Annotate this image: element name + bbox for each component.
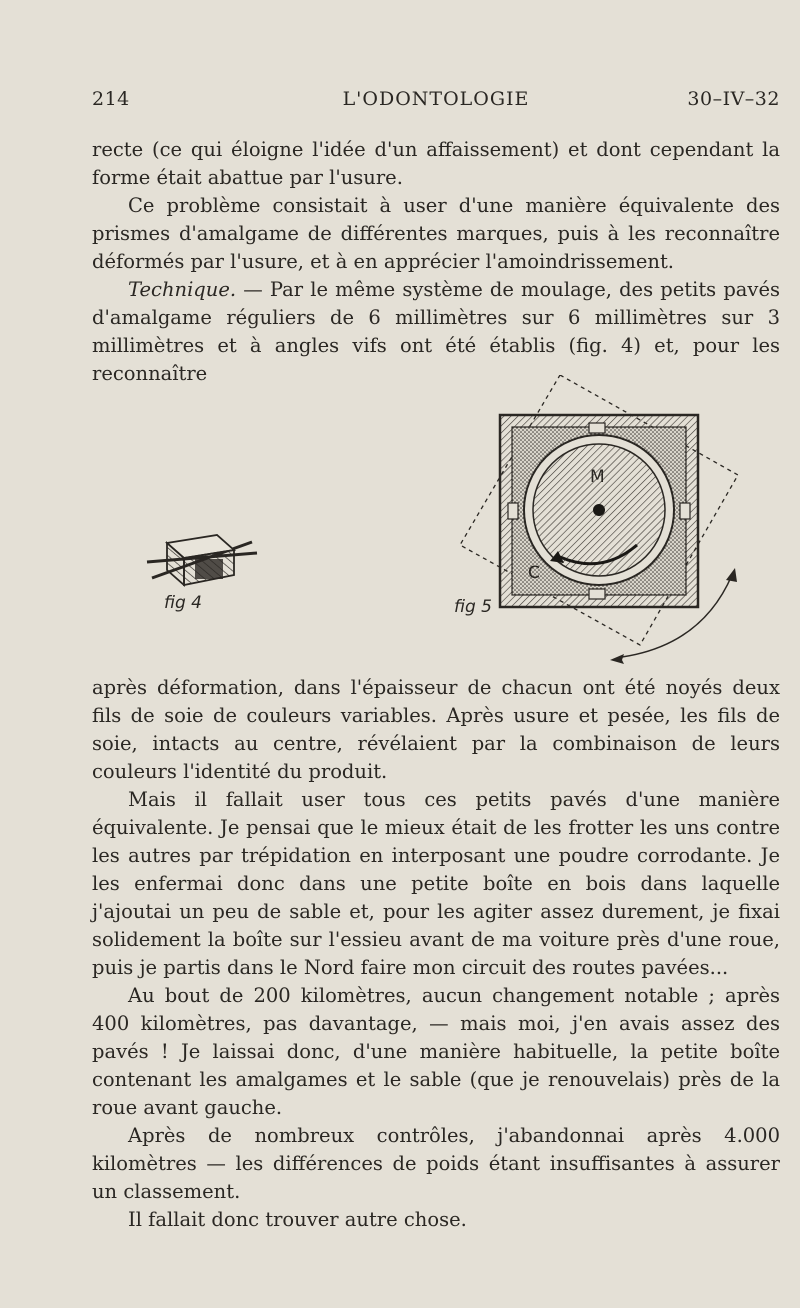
paragraph: Ce problème consistait à user d'une manière équivalente des prismes d'amalgame de différentes marques, puis à les reconnaître déformés par l'usure, et à en apprécier l'amoindrissement. bbox=[92, 194, 780, 273]
figure-drawings bbox=[92, 375, 780, 670]
fig4-cube-drawing bbox=[147, 535, 257, 585]
paragraph: Au bout de 200 kilomètres, aucun changement notable ; après 400 kilomètres, pas davantage, — mais moi, j'en avais assez des pavés ! Je laissai donc, d'une manière habituelle, la petite boîte contenant les amalgames et le sable (que je renouvelais) près de la roue avant gauche. bbox=[92, 984, 780, 1119]
issue-date: 30–IV–32 bbox=[687, 88, 780, 110]
paragraph: Il fallait donc trouver autre chose. bbox=[128, 1208, 467, 1231]
paragraph: recte (ce qui éloigne l'idée d'un affaissement) et dont cependant la forme était abattue par l'usure. bbox=[92, 138, 780, 189]
letter-m: M bbox=[590, 467, 605, 487]
fig5-label: fig 5 bbox=[454, 597, 492, 617]
page-number: 214 bbox=[92, 88, 130, 110]
figures-4-and-5 bbox=[92, 375, 780, 670]
paragraph: Après de nombreux contrôles, j'abandonnai après 4.000 kilomètres — les différences de poids étant insuffisantes à assurer un classement. bbox=[92, 1124, 780, 1203]
technique-text: Par le même système de moulage, des petits pavés d'amalgame réguliers de 6 millimètres sur 6 millimètres sur 3 millimètres et à angles vifs ont été établis (fig. 4) et, pour les reconnaître bbox=[92, 278, 780, 385]
paragraph: Mais il fallait user tous ces petits pavés d'une manière équivalente. Je pensai que le mieux était de les frotter les uns contre les autres par trépidation en interposant une poudre corrodante. Je les enfermai donc dans une petite boîte en bois dans laquelle j'ajoutai un peu de sable et, pour les agiter assez durement, je fixai solidement la boîte sur l'essieu avant de ma voiture près d'une roue, puis je partis dans le Nord faire mon circuit des routes pavées... bbox=[92, 788, 780, 979]
fig5-square-drawing bbox=[460, 375, 738, 664]
text-block-bottom bbox=[92, 674, 780, 1234]
paragraph-technique bbox=[92, 276, 780, 388]
journal-title: L'ODONTOLOGIE bbox=[342, 88, 530, 110]
running-header bbox=[92, 88, 780, 116]
fig4-label: fig 4 bbox=[164, 593, 202, 613]
paragraph: après déformation, dans l'épaisseur de chacun ont été noyés deux fils de soie de couleurs variables. Après usure et pesée, les fils de soie, intacts au centre, révélaient par la combinaison de leurs couleurs l'identité du produit. bbox=[92, 676, 780, 783]
technique-label: Technique. bbox=[128, 278, 237, 301]
letter-c: C bbox=[528, 563, 540, 583]
text-block-top bbox=[92, 136, 780, 388]
em-dash: — bbox=[236, 278, 270, 301]
